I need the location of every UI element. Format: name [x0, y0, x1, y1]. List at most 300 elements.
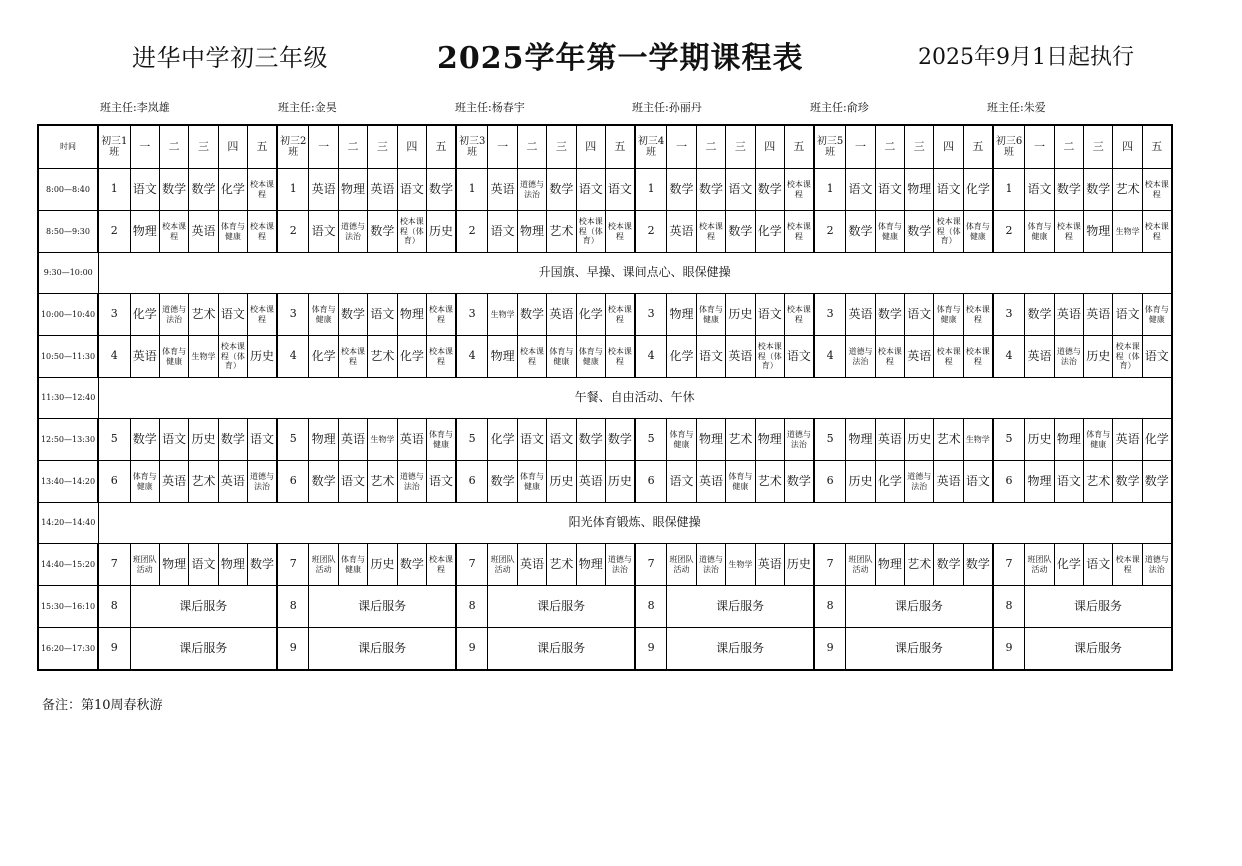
subject-cell: 语文 — [368, 294, 397, 336]
subject-cell: 英语 — [189, 211, 218, 253]
subject-cell: 生物学 — [726, 544, 755, 586]
weekday-header: 四 — [1113, 125, 1142, 169]
subject-cell: 化学 — [667, 336, 696, 378]
weekday-header: 二 — [1054, 125, 1083, 169]
weekday-header: 五 — [784, 125, 813, 169]
after-school-service: 课后服务 — [309, 586, 456, 628]
subject-cell: 校本课程 — [1054, 211, 1083, 253]
period-number: 7 — [98, 544, 130, 586]
effective-date: 2025年9月1日起执行 — [918, 45, 1134, 70]
subject-cell: 体育与健康 — [309, 294, 338, 336]
subject-cell: 英语 — [576, 461, 605, 503]
after-school-service: 课后服务 — [488, 586, 635, 628]
subject-cell: 班团队活动 — [667, 544, 696, 586]
period-number: 3 — [635, 294, 667, 336]
subject-cell: 英语 — [397, 419, 426, 461]
subject-cell: 数学 — [576, 419, 605, 461]
subject-cell: 化学 — [875, 461, 904, 503]
subject-cell: 道德与法治 — [846, 336, 875, 378]
subject-cell: 数学 — [905, 211, 934, 253]
subject-cell: 校本课程（体育） — [934, 211, 963, 253]
subject-cell: 物理 — [218, 544, 247, 586]
subject-cell: 化学 — [755, 211, 784, 253]
service-row — [38, 628, 1172, 671]
subject-cell: 艺术 — [1084, 461, 1113, 503]
subject-cell: 英语 — [368, 169, 397, 211]
subject-cell: 班团队活动 — [130, 544, 159, 586]
subject-cell: 化学 — [1142, 419, 1171, 461]
subject-cell: 语文 — [397, 169, 426, 211]
subject-cell: 校本课程（体育） — [576, 211, 605, 253]
subject-cell: 历史 — [605, 461, 634, 503]
subject-cell: 校本课程 — [784, 169, 813, 211]
weekday-header: 五 — [963, 125, 992, 169]
head-teacher-4: 班主任:孙丽丹 — [632, 101, 702, 114]
subject-cell: 体育与健康 — [576, 336, 605, 378]
subject-cell: 历史 — [427, 211, 456, 253]
subject-cell: 英语 — [338, 419, 367, 461]
period-row — [38, 544, 1172, 586]
subject-cell: 英语 — [1113, 419, 1142, 461]
subject-cell: 语文 — [488, 211, 517, 253]
period-number: 3 — [456, 294, 488, 336]
subject-cell: 数学 — [368, 211, 397, 253]
subject-cell: 艺术 — [1113, 169, 1142, 211]
subject-cell: 校本课程 — [696, 211, 725, 253]
weekday-header: 一 — [130, 125, 159, 169]
weekday-header: 三 — [1084, 125, 1113, 169]
period-row — [38, 169, 1172, 211]
time-slot: 10:00—10:40 — [38, 294, 98, 336]
subject-cell: 校本课程 — [338, 336, 367, 378]
subject-cell: 历史 — [368, 544, 397, 586]
subject-cell: 校本课程 — [427, 336, 456, 378]
subject-cell: 体育与健康 — [875, 211, 904, 253]
period-number: 6 — [814, 461, 846, 503]
subject-cell: 校本课程 — [427, 544, 456, 586]
subject-cell: 数学 — [130, 419, 159, 461]
subject-cell: 校本课程 — [934, 336, 963, 378]
weekday-header: 三 — [905, 125, 934, 169]
subject-cell: 数学 — [934, 544, 963, 586]
subject-cell: 化学 — [397, 336, 426, 378]
time-slot: 10:50—11:30 — [38, 336, 98, 378]
time-slot: 8:50—9:30 — [38, 211, 98, 253]
weekday-header: 四 — [755, 125, 784, 169]
subject-cell: 语文 — [934, 169, 963, 211]
timetable — [37, 124, 1173, 671]
page-title: 2025学年第一学期课程表 — [437, 41, 804, 76]
subject-cell: 历史 — [547, 461, 576, 503]
subject-cell: 数学 — [846, 211, 875, 253]
service-row — [38, 586, 1172, 628]
subject-cell: 英语 — [755, 544, 784, 586]
subject-cell: 物理 — [159, 544, 188, 586]
subject-cell: 数学 — [1113, 461, 1142, 503]
period-number: 2 — [635, 211, 667, 253]
subject-cell: 校本课程 — [159, 211, 188, 253]
subject-cell: 语文 — [605, 169, 634, 211]
subject-cell: 语文 — [875, 169, 904, 211]
subject-cell: 数学 — [488, 461, 517, 503]
subject-cell: 英语 — [488, 169, 517, 211]
period-number: 4 — [98, 336, 130, 378]
class-header: 初三2班 — [277, 125, 309, 169]
break-activity: 阳光体育锻炼、眼保健操 — [98, 503, 1172, 544]
subject-cell: 化学 — [309, 336, 338, 378]
period-number: 9 — [277, 628, 309, 671]
period-number: 4 — [993, 336, 1025, 378]
subject-cell: 物理 — [309, 419, 338, 461]
subject-cell: 班团队活动 — [309, 544, 338, 586]
subject-cell: 校本课程 — [963, 336, 992, 378]
subject-cell: 物理 — [696, 419, 725, 461]
period-number: 3 — [98, 294, 130, 336]
subject-cell: 物理 — [875, 544, 904, 586]
period-number: 5 — [814, 419, 846, 461]
period-number: 6 — [98, 461, 130, 503]
period-number: 8 — [635, 586, 667, 628]
subject-cell: 道德与法治 — [1054, 336, 1083, 378]
subject-cell: 数学 — [189, 169, 218, 211]
subject-cell: 语文 — [159, 419, 188, 461]
subject-cell: 体育与健康 — [338, 544, 367, 586]
subject-cell: 物理 — [846, 419, 875, 461]
weekday-header: 四 — [576, 125, 605, 169]
subject-cell: 数学 — [248, 544, 277, 586]
subject-cell: 体育与健康 — [427, 419, 456, 461]
weekday-header: 五 — [1142, 125, 1171, 169]
subject-cell: 艺术 — [368, 461, 397, 503]
period-number: 2 — [814, 211, 846, 253]
subject-cell: 英语 — [547, 294, 576, 336]
subject-cell: 英语 — [905, 336, 934, 378]
subject-cell: 生物学 — [488, 294, 517, 336]
weekday-header: 二 — [338, 125, 367, 169]
period-number: 1 — [814, 169, 846, 211]
subject-cell: 道德与法治 — [397, 461, 426, 503]
period-number: 8 — [277, 586, 309, 628]
period-number: 7 — [456, 544, 488, 586]
weekday-header: 五 — [427, 125, 456, 169]
subject-cell: 数学 — [218, 419, 247, 461]
break-activity: 升国旗、早操、课间点心、眼保健操 — [98, 253, 1172, 294]
subject-cell: 数学 — [338, 294, 367, 336]
subject-cell: 校本课程（体育） — [218, 336, 247, 378]
subject-cell: 校本课程 — [784, 211, 813, 253]
subject-cell: 历史 — [1084, 336, 1113, 378]
weekday-header: 三 — [189, 125, 218, 169]
subject-cell: 生物学 — [368, 419, 397, 461]
period-row — [38, 461, 1172, 503]
subject-cell: 体育与健康 — [963, 211, 992, 253]
subject-cell: 数学 — [1084, 169, 1113, 211]
subject-cell: 数学 — [547, 169, 576, 211]
subject-cell: 数学 — [1025, 294, 1054, 336]
period-number: 7 — [277, 544, 309, 586]
subject-cell: 历史 — [846, 461, 875, 503]
time-slot: 12:50—13:30 — [38, 419, 98, 461]
weekday-header: 三 — [726, 125, 755, 169]
subject-cell: 英语 — [130, 336, 159, 378]
subject-cell: 语文 — [576, 169, 605, 211]
subject-cell: 英语 — [1054, 294, 1083, 336]
subject-cell: 校本课程（体育） — [397, 211, 426, 253]
subject-cell: 语文 — [696, 336, 725, 378]
subject-cell: 体育与健康 — [517, 461, 546, 503]
subject-cell: 物理 — [667, 294, 696, 336]
subject-cell: 校本课程 — [1113, 544, 1142, 586]
subject-cell: 化学 — [218, 169, 247, 211]
subject-cell: 数学 — [755, 169, 784, 211]
period-number: 3 — [277, 294, 309, 336]
period-number: 1 — [456, 169, 488, 211]
subject-cell: 道德与法治 — [605, 544, 634, 586]
period-number: 6 — [635, 461, 667, 503]
subject-cell: 道德与法治 — [905, 461, 934, 503]
subject-cell: 校本课程（体育） — [1113, 336, 1142, 378]
weekday-header: 一 — [488, 125, 517, 169]
period-number: 5 — [98, 419, 130, 461]
subject-cell: 英语 — [1084, 294, 1113, 336]
subject-cell: 物理 — [488, 336, 517, 378]
subject-cell: 语文 — [338, 461, 367, 503]
subject-cell: 体育与健康 — [130, 461, 159, 503]
after-school-service: 课后服务 — [1025, 628, 1172, 671]
subject-cell: 数学 — [875, 294, 904, 336]
subject-cell: 校本课程 — [1142, 169, 1171, 211]
subject-cell: 语文 — [755, 294, 784, 336]
subject-cell: 物理 — [755, 419, 784, 461]
subject-cell: 历史 — [1025, 419, 1054, 461]
subject-cell: 艺术 — [547, 544, 576, 586]
subject-cell: 校本课程 — [248, 294, 277, 336]
subject-cell: 体育与健康 — [1084, 419, 1113, 461]
after-school-service: 课后服务 — [309, 628, 456, 671]
weekday-header: 四 — [218, 125, 247, 169]
period-row — [38, 294, 1172, 336]
subject-cell: 语文 — [1054, 461, 1083, 503]
subject-cell: 英语 — [696, 461, 725, 503]
subject-cell: 道德与法治 — [338, 211, 367, 253]
subject-cell: 化学 — [963, 169, 992, 211]
subject-cell: 语文 — [517, 419, 546, 461]
time-column-header: 时间 — [38, 125, 98, 169]
subject-cell: 物理 — [905, 169, 934, 211]
subject-cell: 道德与法治 — [248, 461, 277, 503]
subject-cell: 校本课程 — [784, 294, 813, 336]
subject-cell: 艺术 — [189, 294, 218, 336]
subject-cell: 语文 — [218, 294, 247, 336]
period-number: 5 — [277, 419, 309, 461]
weekday-header: 四 — [397, 125, 426, 169]
subject-cell: 班团队活动 — [846, 544, 875, 586]
subject-cell: 数学 — [605, 419, 634, 461]
subject-cell: 化学 — [130, 294, 159, 336]
subject-cell: 物理 — [397, 294, 426, 336]
subject-cell: 艺术 — [726, 419, 755, 461]
subject-cell: 物理 — [338, 169, 367, 211]
period-number: 2 — [993, 211, 1025, 253]
period-number: 8 — [814, 586, 846, 628]
subject-cell: 艺术 — [934, 419, 963, 461]
subject-cell: 体育与健康 — [696, 294, 725, 336]
head-teacher-1: 班主任:李岚雄 — [100, 101, 170, 114]
weekday-header: 五 — [248, 125, 277, 169]
time-slot: 11:30—12:40 — [38, 378, 98, 419]
subject-cell: 语文 — [726, 169, 755, 211]
period-number: 8 — [993, 586, 1025, 628]
subject-cell: 生物学 — [189, 336, 218, 378]
subject-cell: 校本课程 — [605, 336, 634, 378]
subject-cell: 物理 — [517, 211, 546, 253]
subject-cell: 语文 — [1142, 336, 1171, 378]
subject-cell: 语文 — [1113, 294, 1142, 336]
after-school-service: 课后服务 — [130, 586, 277, 628]
subject-cell: 体育与健康 — [547, 336, 576, 378]
subject-cell: 体育与健康 — [934, 294, 963, 336]
subject-cell: 化学 — [1054, 544, 1083, 586]
time-slot: 9:30—10:00 — [38, 253, 98, 294]
period-number: 1 — [277, 169, 309, 211]
after-school-service: 课后服务 — [667, 586, 814, 628]
subject-cell: 语文 — [248, 419, 277, 461]
subject-cell: 物理 — [130, 211, 159, 253]
weekday-header: 一 — [846, 125, 875, 169]
subject-cell: 历史 — [189, 419, 218, 461]
period-number: 4 — [635, 336, 667, 378]
class-header: 初三5班 — [814, 125, 846, 169]
period-number: 1 — [993, 169, 1025, 211]
subject-cell: 数学 — [726, 211, 755, 253]
subject-cell: 数学 — [159, 169, 188, 211]
subject-cell: 生物学 — [1113, 211, 1142, 253]
subject-cell: 数学 — [784, 461, 813, 503]
subject-cell: 英语 — [934, 461, 963, 503]
subject-cell: 物理 — [576, 544, 605, 586]
time-slot: 14:40—15:20 — [38, 544, 98, 586]
subject-cell: 语文 — [905, 294, 934, 336]
period-number: 5 — [993, 419, 1025, 461]
period-number: 9 — [456, 628, 488, 671]
time-slot: 16:20—17:30 — [38, 628, 98, 671]
subject-cell: 体育与健康 — [726, 461, 755, 503]
subject-cell: 校本课程 — [517, 336, 546, 378]
header-row — [38, 125, 1172, 169]
subject-cell: 物理 — [1054, 419, 1083, 461]
subject-cell: 化学 — [576, 294, 605, 336]
after-school-service: 课后服务 — [130, 628, 277, 671]
subject-cell: 艺术 — [368, 336, 397, 378]
subject-cell: 艺术 — [189, 461, 218, 503]
weekday-header: 三 — [368, 125, 397, 169]
subject-cell: 语文 — [667, 461, 696, 503]
subject-cell: 语文 — [309, 211, 338, 253]
period-number: 8 — [98, 586, 130, 628]
subject-cell: 英语 — [846, 294, 875, 336]
time-slot: 14:20—14:40 — [38, 503, 98, 544]
subject-cell: 物理 — [1084, 211, 1113, 253]
subject-cell: 校本课程 — [248, 211, 277, 253]
head-teacher-6: 班主任:朱爱 — [987, 101, 1046, 114]
after-school-service: 课后服务 — [488, 628, 635, 671]
subject-cell: 体育与健康 — [159, 336, 188, 378]
period-number: 8 — [456, 586, 488, 628]
period-number: 3 — [814, 294, 846, 336]
subject-cell: 语文 — [130, 169, 159, 211]
subject-cell: 语文 — [1084, 544, 1113, 586]
subject-cell: 校本课程 — [875, 336, 904, 378]
after-school-service: 课后服务 — [846, 628, 993, 671]
subject-cell: 数学 — [696, 169, 725, 211]
subject-cell: 数学 — [309, 461, 338, 503]
class-header: 初三3班 — [456, 125, 488, 169]
head-teacher-row — [100, 99, 1180, 117]
period-number: 9 — [993, 628, 1025, 671]
period-number: 3 — [993, 294, 1025, 336]
time-slot: 15:30—16:10 — [38, 586, 98, 628]
period-number: 9 — [814, 628, 846, 671]
head-teacher-5: 班主任:俞珍 — [810, 101, 869, 114]
subject-cell: 生物学 — [963, 419, 992, 461]
subject-cell: 校本课程 — [248, 169, 277, 211]
period-number: 7 — [635, 544, 667, 586]
period-row — [38, 419, 1172, 461]
after-school-service: 课后服务 — [1025, 586, 1172, 628]
subject-cell: 校本课程 — [605, 294, 634, 336]
weekday-header: 四 — [934, 125, 963, 169]
subject-cell: 英语 — [218, 461, 247, 503]
time-slot: 13:40—14:20 — [38, 461, 98, 503]
period-number: 5 — [635, 419, 667, 461]
weekday-header: 一 — [309, 125, 338, 169]
subject-cell: 体育与健康 — [1142, 294, 1171, 336]
subject-cell: 道德与法治 — [159, 294, 188, 336]
subject-cell: 英语 — [667, 211, 696, 253]
period-number: 9 — [98, 628, 130, 671]
period-number: 4 — [814, 336, 846, 378]
period-number: 1 — [635, 169, 667, 211]
subject-cell: 语文 — [846, 169, 875, 211]
class-header: 初三6班 — [993, 125, 1025, 169]
subject-cell: 数学 — [1142, 461, 1171, 503]
period-number: 1 — [98, 169, 130, 211]
subject-cell: 历史 — [248, 336, 277, 378]
period-number: 6 — [456, 461, 488, 503]
subject-cell: 语文 — [963, 461, 992, 503]
subject-cell: 英语 — [726, 336, 755, 378]
school-grade-label: 进华中学初三年级 — [132, 44, 328, 72]
subject-cell: 英语 — [517, 544, 546, 586]
subject-cell: 道德与法治 — [1142, 544, 1171, 586]
subject-cell: 语文 — [427, 461, 456, 503]
head-teacher-2: 班主任:金昊 — [278, 101, 337, 114]
subject-cell: 化学 — [488, 419, 517, 461]
period-number: 2 — [98, 211, 130, 253]
subject-cell: 英语 — [309, 169, 338, 211]
subject-cell: 数学 — [427, 169, 456, 211]
subject-cell: 班团队活动 — [488, 544, 517, 586]
subject-cell: 英语 — [875, 419, 904, 461]
weekday-header: 二 — [517, 125, 546, 169]
subject-cell: 校本课程（体育） — [755, 336, 784, 378]
period-row — [38, 211, 1172, 253]
subject-cell: 数学 — [1054, 169, 1083, 211]
subject-cell: 语文 — [547, 419, 576, 461]
after-school-service: 课后服务 — [667, 628, 814, 671]
weekday-header: 一 — [667, 125, 696, 169]
subject-cell: 校本课程 — [427, 294, 456, 336]
